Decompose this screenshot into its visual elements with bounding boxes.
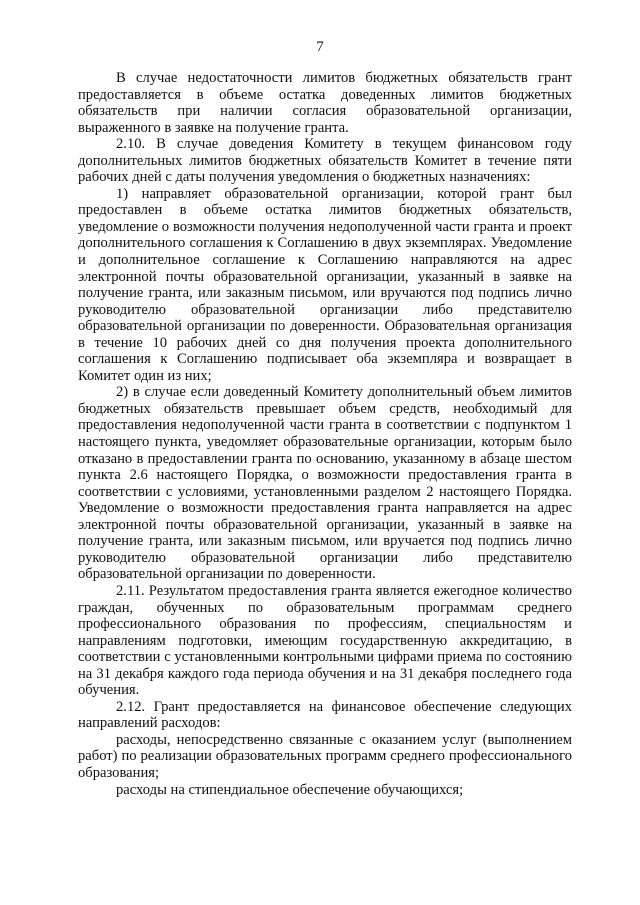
paragraph-2-10: 2.10. В случае доведения Комитету в текущем финансовом году дополнительных лимитов бюджетных обязательств Комитет в течение пяти рабочих дней с даты получения уведомления о бюджетных назначениях: bbox=[78, 136, 572, 186]
paragraph-2-12: 2.12. Грант предоставляется на финансовое обеспечение следующих направлений расходов: bbox=[78, 698, 572, 732]
paragraph-2-11: 2.11. Результатом предоставления гранта является ежегодное количество граждан, обученных по образовательным программам среднего профессионального образования по профессиям, специальностям и направлениям подготовки, имеющим государственную аккредитацию, в соответствии с установленными контрольными цифрами приема по состоянию на 31 декабря каждого года периода обучения и на 31 декабря последнего года обучения. bbox=[78, 582, 572, 699]
paragraph-budget-limits-shortfall: В случае недостаточности лимитов бюджетных обязательств грант предоставляется в объеме остатка доведенных лимитов бюджетных обязательств при наличии согласия образовательной организации, выраженного в заявке на получение гранта. bbox=[78, 70, 572, 136]
paragraph-2-12-expense-services: расходы, непосредственно связанные с оказанием услуг (выполнением работ) по реализации образовательных программ среднего профессионального образования; bbox=[78, 731, 572, 781]
paragraph-2-10-item-2: 2) в случае если доведенный Комитету дополнительный объем лимитов бюджетных обязательств превышает объем средств, необходимый для предоставления недополученной части гранта в соответствии с подпунктом 1 настоящего пункта, уведомляет образовательные организации, которым было отказано в предоставлении гранта по основанию, указанному в абзаце шестом пункта 2.6 настоящего Порядка, о возможности предоставления гранта в соответствии с условиями, установленными разделом 2 настоящего Порядка. Уведомление о возможности предоставления гранта направляется на адрес электронной почты образовательной организации, указанный в заявке на получение гранта, или заказным письмом, или вручается под подпись лично руководителю образовательной организации либо представителю образовательной организации по доверенности. bbox=[78, 384, 572, 583]
page-number: 7 bbox=[316, 39, 324, 55]
paragraph-2-10-item-1: 1) направляет образовательной организации, которой грант был предоставлен в объеме остатка лимитов бюджетных обязательств, уведомление о возможности получения недополученной части гранта и проект дополнительного соглашения к Соглашению в двух экземплярах. Уведомление и дополнительное соглашение к Соглашению направляются на адрес электронной почты образовательной организации, указанный в заявке на получение гранта, или заказным письмом, или вручаются под подпись лично руководителю образовательной организации либо представителю образовательной организации по доверенности. Образовательная организация в течение 10 рабочих дней со дня получения проекта дополнительного соглашения к Соглашению подписывает оба экземпляра и возвращает в Комитет один из них; bbox=[78, 185, 572, 384]
document-body bbox=[78, 70, 572, 798]
paragraph-2-12-expense-stipends: расходы на стипендиальное обеспечение обучающихся; bbox=[116, 781, 464, 798]
